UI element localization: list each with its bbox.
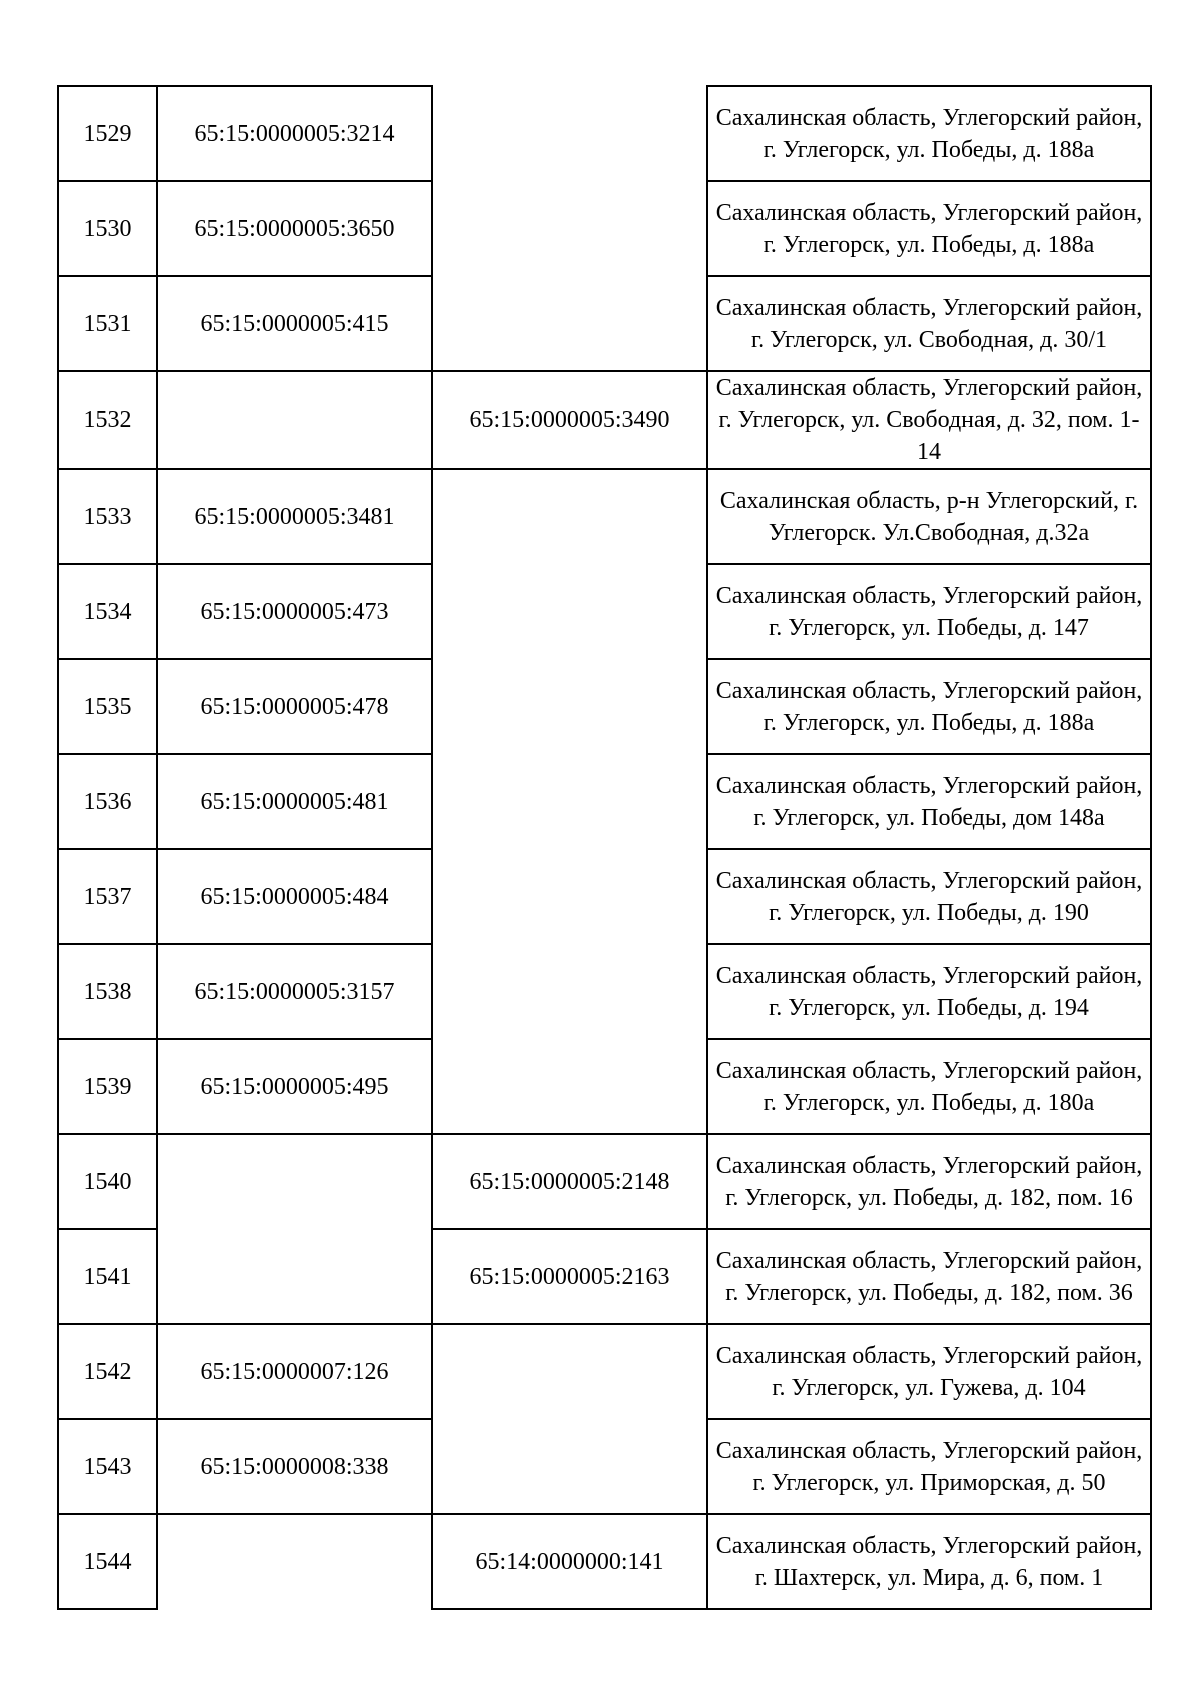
table-row xyxy=(58,86,1151,181)
table-row xyxy=(58,944,1151,1039)
cadastral-number-cell: 65:15:0000005:3157 xyxy=(157,944,432,1039)
building-cadastral-number-cell: 65:15:0000005:2163 xyxy=(432,1229,707,1324)
address-cell: Сахалинская область, Углегорский район, г. Углегорск, ул. Победы, д. 188а xyxy=(707,659,1151,754)
row-number-cell: 1536 xyxy=(58,754,157,849)
row-number-cell: 1538 xyxy=(58,944,157,1039)
cadastral-number-cell xyxy=(157,1134,432,1229)
table-row xyxy=(58,371,1151,469)
row-number-cell: 1531 xyxy=(58,276,157,371)
table-row xyxy=(58,1039,1151,1134)
building-cadastral-number-cell xyxy=(432,1324,707,1419)
row-number-cell: 1529 xyxy=(58,86,157,181)
address-cell: Сахалинская область, Углегорский район, г. Углегорск, ул. Гужева, д. 104 xyxy=(707,1324,1151,1419)
building-cadastral-number-cell xyxy=(432,181,707,276)
table-row xyxy=(58,659,1151,754)
address-cell: Сахалинская область, Углегорский район, г. Углегорск, ул. Победы, д. 147 xyxy=(707,564,1151,659)
row-number-cell: 1534 xyxy=(58,564,157,659)
address-cell: Сахалинская область, Углегорский район, г. Углегорск, ул. Победы, д. 188а xyxy=(707,181,1151,276)
table-row xyxy=(58,754,1151,849)
table-row xyxy=(58,181,1151,276)
table-row xyxy=(58,276,1151,371)
building-cadastral-number-cell xyxy=(432,276,707,371)
cadastral-number-cell: 65:15:0000005:481 xyxy=(157,754,432,849)
building-cadastral-number-cell xyxy=(432,1039,707,1134)
table-row xyxy=(58,1324,1151,1419)
cadastral-number-cell: 65:15:0000005:473 xyxy=(157,564,432,659)
address-cell: Сахалинская область, Углегорский район, г. Углегорск, ул. Свободная, д. 32, пом. 1-14 xyxy=(707,371,1151,469)
row-number-cell: 1535 xyxy=(58,659,157,754)
address-cell: Сахалинская область, Углегорский район, г. Углегорск, ул. Свободная, д. 30/1 xyxy=(707,276,1151,371)
address-cell: Сахалинская область, Углегорский район, г. Углегорск, ул. Приморская, д. 50 xyxy=(707,1419,1151,1514)
cadastral-number-cell: 65:15:0000008:338 xyxy=(157,1419,432,1514)
address-cell: Сахалинская область, Углегорский район, г. Шахтерск, ул. Мира, д. 6, пом. 1 xyxy=(707,1514,1151,1609)
cadastral-number-cell xyxy=(157,1514,432,1609)
building-cadastral-number-cell xyxy=(432,754,707,849)
row-number-cell: 1539 xyxy=(58,1039,157,1134)
cadastral-number-cell: 65:15:0000005:415 xyxy=(157,276,432,371)
row-number-cell: 1540 xyxy=(58,1134,157,1229)
row-number-cell: 1544 xyxy=(58,1514,157,1609)
building-cadastral-number-cell: 65:14:0000000:141 xyxy=(432,1514,707,1609)
row-number-cell: 1537 xyxy=(58,849,157,944)
address-cell: Сахалинская область, Углегорский район, г. Углегорск, ул. Победы, д. 180а xyxy=(707,1039,1151,1134)
cadastral-number-cell: 65:15:0000005:3650 xyxy=(157,181,432,276)
cadastral-number-cell xyxy=(157,371,432,469)
cadastral-number-cell: 65:15:0000005:3214 xyxy=(157,86,432,181)
cadastral-number-cell: 65:15:0000005:3481 xyxy=(157,469,432,564)
building-cadastral-number-cell xyxy=(432,659,707,754)
table-row xyxy=(58,1514,1151,1609)
cadastral-number-cell: 65:15:0000005:484 xyxy=(157,849,432,944)
building-cadastral-number-cell: 65:15:0000005:2148 xyxy=(432,1134,707,1229)
cadastral-number-cell: 65:15:0000007:126 xyxy=(157,1324,432,1419)
table-row xyxy=(58,1229,1151,1324)
address-cell: Сахалинская область, Углегорский район, г. Углегорск, ул. Победы, д. 188а xyxy=(707,86,1151,181)
address-cell: Сахалинская область, Углегорский район, г. Углегорск, ул. Победы, дом 148а xyxy=(707,754,1151,849)
table-row xyxy=(58,469,1151,564)
table-row xyxy=(58,564,1151,659)
building-cadastral-number-cell xyxy=(432,944,707,1039)
address-cell: Сахалинская область, Углегорский район, г. Углегорск, ул. Победы, д. 190 xyxy=(707,849,1151,944)
table-body xyxy=(58,86,1151,1609)
building-cadastral-number-cell xyxy=(432,849,707,944)
building-cadastral-number-cell xyxy=(432,86,707,181)
table-row xyxy=(58,1134,1151,1229)
table-row xyxy=(58,849,1151,944)
building-cadastral-number-cell xyxy=(432,564,707,659)
row-number-cell: 1530 xyxy=(58,181,157,276)
address-cell: Сахалинская область, Углегорский район, г. Углегорск, ул. Победы, д. 182, пом. 36 xyxy=(707,1229,1151,1324)
row-number-cell: 1532 xyxy=(58,371,157,469)
address-cell: Сахалинская область, Углегорский район, г. Углегорск, ул. Победы, д. 182, пом. 16 xyxy=(707,1134,1151,1229)
building-cadastral-number-cell xyxy=(432,469,707,564)
address-cell: Сахалинская область, Углегорский район, г. Углегорск, ул. Победы, д. 194 xyxy=(707,944,1151,1039)
table-row xyxy=(58,1419,1151,1514)
row-number-cell: 1541 xyxy=(58,1229,157,1324)
cadastral-number-cell xyxy=(157,1229,432,1324)
building-cadastral-number-cell xyxy=(432,1419,707,1514)
row-number-cell: 1542 xyxy=(58,1324,157,1419)
cadastral-table xyxy=(57,85,1152,1610)
row-number-cell: 1533 xyxy=(58,469,157,564)
cadastral-number-cell: 65:15:0000005:478 xyxy=(157,659,432,754)
row-number-cell: 1543 xyxy=(58,1419,157,1514)
cadastral-number-cell: 65:15:0000005:495 xyxy=(157,1039,432,1134)
building-cadastral-number-cell: 65:15:0000005:3490 xyxy=(432,371,707,469)
address-cell: Сахалинская область, р-н Углегорский, г. Углегорск. Ул.Свободная, д.32а xyxy=(707,469,1151,564)
